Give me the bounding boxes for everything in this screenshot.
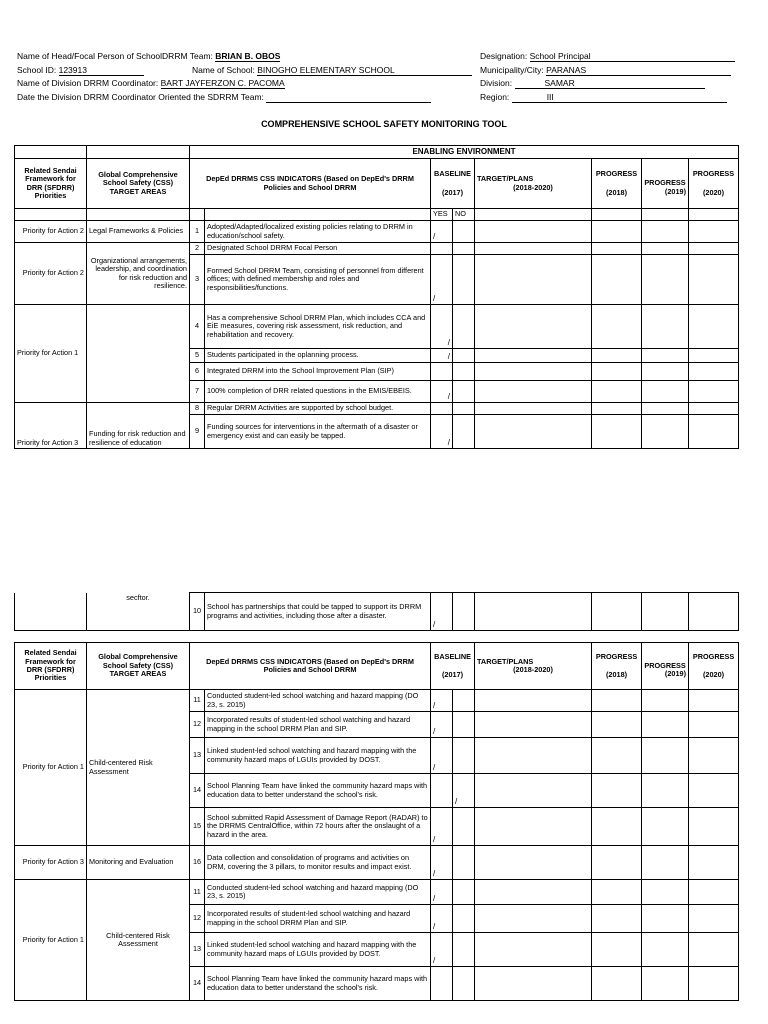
indicator-text: School has partnerships that could be tapped to support its DRRM programs and activities, including those after a disaster. bbox=[205, 593, 431, 631]
col-baseline: BASELINE (2017) bbox=[431, 159, 475, 209]
col-progress-2018: PROGRESS (2018) bbox=[592, 159, 642, 209]
col-sendai: Related Sendai Framework for DRR (SFDRR) Priorities bbox=[15, 159, 87, 209]
col-progress-2019: PROGRESS (2019) bbox=[642, 159, 689, 209]
indicator-text: Linked student-led school watching and hazard mapping with the community hazard maps of LGUIs provided by DOST. bbox=[205, 738, 431, 774]
school-id-label: School ID: bbox=[17, 65, 57, 75]
row-number: 11 bbox=[190, 880, 205, 905]
date-value bbox=[266, 92, 431, 103]
col-indicators: DepEd DRRMS CSS INDICATORS (Based on DepEd's DRRM Policies and School DRRM bbox=[190, 159, 431, 209]
yes-mark: / bbox=[431, 255, 453, 305]
division-value: SAMAR bbox=[515, 78, 705, 89]
coordinator-label: Name of Division DRRM Coordinator: bbox=[17, 78, 159, 88]
yes-mark: / bbox=[431, 593, 453, 631]
indicator-text: Has a comprehensive School DRRM Plan, which includes CCA and EiE measures, covering risk assessment, risk reduction, and rehabilitation and recovery. bbox=[205, 305, 431, 349]
priority-cell: Priority for Action 1 bbox=[15, 880, 87, 1001]
row-number: 12 bbox=[190, 905, 205, 933]
yes-mark: / bbox=[431, 905, 453, 933]
row-number: 12 bbox=[190, 712, 205, 738]
priority-cell: Priority for Action 3 bbox=[15, 403, 87, 449]
indicator-text: Designated School DRRM Focal Person bbox=[205, 243, 431, 255]
row-number: 4 bbox=[190, 305, 205, 349]
indicator-text: Formed School DRRM Team, consisting of personnel from different offices; with defined membership and roles and responsibilities/functions. bbox=[205, 255, 431, 305]
yes-mark: / bbox=[431, 712, 453, 738]
col-progress-2018: PROGRESS (2018) bbox=[592, 643, 642, 690]
page-break-gap bbox=[0, 468, 768, 592]
area-cell: Legal Frameworks & Policies bbox=[87, 221, 190, 243]
area-cell: Organizational arrangements, leadership, and coordination for risk reduction and resilience. bbox=[87, 243, 190, 305]
yes-mark: / bbox=[431, 738, 453, 774]
col-css: Global Comprehensive School Safety (CSS) TARGET AREAS bbox=[87, 159, 190, 209]
indicator-text: Students participated in the oplanning process. bbox=[205, 349, 431, 363]
indicator-text: Adopted/Adapted/localized existing policies relating to DRRM in education/school safety. bbox=[205, 221, 431, 243]
row-number: 13 bbox=[190, 738, 205, 774]
row-number: 13 bbox=[190, 933, 205, 967]
indicator-text: Incorporated results of student-led school watching and hazard mapping in the school DRRM Plan and SIP. bbox=[205, 712, 431, 738]
row-number: 5 bbox=[190, 349, 205, 363]
division-label: Division: bbox=[480, 78, 513, 88]
yes-mark: / bbox=[431, 305, 453, 349]
indicator-text: Regular DRRM Activities are supported by school budget. bbox=[205, 403, 431, 415]
col-progress-2019: PROGRESS (2019) bbox=[642, 643, 689, 690]
row-number: 8 bbox=[190, 403, 205, 415]
monitoring-table-2 bbox=[14, 642, 739, 1001]
section-title: ENABLING ENVIRONMENT bbox=[190, 146, 739, 159]
indicator-text: 100% completion of DRR related questions in the EMIS/EBEIS. bbox=[205, 381, 431, 403]
priority-cell: Priority for Action 1 bbox=[15, 305, 87, 403]
table-row bbox=[15, 243, 739, 255]
division-line bbox=[480, 78, 705, 89]
head-label: Name of Head/Focal Person of SchoolDRRM Team: bbox=[17, 51, 213, 61]
indicator-text: Incorporated results of student-led school watching and hazard mapping in the school DRRM Plan and SIP. bbox=[205, 905, 431, 933]
area-cell: Child-centered Risk Assessment bbox=[87, 690, 190, 846]
priority-cell: Priority for Action 2 bbox=[15, 243, 87, 305]
indicator-text: School Planning Team have linked the community hazard maps with education data to better understand the school's risk. bbox=[205, 774, 431, 808]
head-value: BRIAN B. OBOS bbox=[215, 51, 281, 61]
school-id-value: 123913 bbox=[59, 65, 144, 76]
indicator-text: School Planning Team have linked the community hazard maps with education data to better understand the school's risk. bbox=[205, 967, 431, 1001]
indicator-text: Funding sources for interventions in the aftermath of a disaster or emergency exist and can easily be tapped. bbox=[205, 415, 431, 449]
row-number: 16 bbox=[190, 846, 205, 880]
row-number: 1 bbox=[190, 221, 205, 243]
yes-mark: / bbox=[431, 349, 453, 363]
row-number: 2 bbox=[190, 243, 205, 255]
region-label: Region: bbox=[480, 92, 510, 102]
indicator-text: Linked student-led school watching and hazard mapping with the community hazard maps of LGUIs provided by DOST. bbox=[205, 933, 431, 967]
school-name-label: Name of School: bbox=[192, 65, 255, 75]
monitoring-table-1-continued bbox=[14, 592, 739, 631]
row-number: 11 bbox=[190, 690, 205, 712]
yes-mark: / bbox=[431, 381, 453, 403]
yes-mark: / bbox=[431, 415, 453, 449]
area-cell: Funding for risk reduction and resilience of education bbox=[87, 403, 190, 449]
school-id-line bbox=[17, 65, 144, 76]
priority-cell: Priority for Action 2 bbox=[15, 221, 87, 243]
coordinator-value: BART JAYFERZON C. PACOMA bbox=[160, 78, 285, 88]
school-name-line bbox=[192, 65, 472, 76]
yes-mark: / bbox=[431, 808, 453, 846]
date-label: Date the Division DRRM Coordinator Oriented the SDRRM Team: bbox=[17, 92, 264, 102]
table-row bbox=[15, 593, 739, 631]
yes-mark: / bbox=[431, 690, 453, 712]
row-number: 14 bbox=[190, 774, 205, 808]
table-row bbox=[15, 846, 739, 880]
municipality-line bbox=[480, 65, 731, 76]
no-mark: / bbox=[453, 774, 475, 808]
yes-mark: / bbox=[431, 880, 453, 905]
row-number: 9 bbox=[190, 415, 205, 449]
area-cell bbox=[87, 305, 190, 403]
table-row bbox=[15, 403, 739, 415]
indicator-text: School submitted Rapid Assessment of Damage Report (RADAR) to the DRRMS CentralOffice, within 72 hours after the onslaught of a hazard in the area. bbox=[205, 808, 431, 846]
indicator-text: Conducted student-led school watching and hazard mapping (DO 23, s. 2015) bbox=[205, 880, 431, 905]
indicator-text: Conducted student-led school watching and hazard mapping (DO 23, s. 2015) bbox=[205, 690, 431, 712]
region-value: III bbox=[512, 92, 727, 103]
yes-header: YES bbox=[431, 209, 453, 221]
col-target: TARGET/PLANS (2018-2020) bbox=[475, 643, 592, 690]
area-cell: Child-centered Risk Assessment bbox=[87, 880, 190, 1001]
col-indicators: DepEd DRRMS CSS INDICATORS (Based on DepEd's DRRM Policies and School DRRM bbox=[190, 643, 431, 690]
yes-mark: / bbox=[431, 846, 453, 880]
col-css: Global Comprehensive School Safety (CSS) TARGET AREAS bbox=[87, 643, 190, 690]
monitoring-table-1 bbox=[14, 145, 739, 449]
municipality-label: Municipality/City: bbox=[480, 65, 544, 75]
designation-value: School Principal bbox=[530, 51, 735, 62]
region-line bbox=[480, 92, 727, 103]
row-number: 14 bbox=[190, 967, 205, 1001]
municipality-value: PARANAS bbox=[546, 65, 731, 76]
date-line bbox=[17, 92, 431, 103]
row-number: 7 bbox=[190, 381, 205, 403]
row-number: 10 bbox=[190, 593, 205, 631]
school-name-value: BINOGHO ELEMENTARY SCHOOL bbox=[257, 65, 472, 76]
col-target: TARGET/PLANS (2018-2020) bbox=[475, 159, 592, 209]
col-baseline: BASELINE (2017) bbox=[431, 643, 475, 690]
row-number: 15 bbox=[190, 808, 205, 846]
col-progress-2020: PROGRESS (2020) bbox=[689, 159, 739, 209]
table-row bbox=[15, 305, 739, 349]
yes-mark: / bbox=[431, 221, 453, 243]
priority-cell: Priority for Action 1 bbox=[15, 690, 87, 846]
row-number: 6 bbox=[190, 363, 205, 381]
col-progress-2020: PROGRESS (2020) bbox=[689, 643, 739, 690]
no-header: NO bbox=[453, 209, 475, 221]
table-row bbox=[15, 880, 739, 905]
head-person-line bbox=[17, 51, 280, 61]
col-sendai: Related Sendai Framework for DRR (SFDRR) Priorities bbox=[15, 643, 87, 690]
indicator-text: Data collection and consolidation of programs and activities on DRM, covering the 3 pillars, to monitor results and impact exist. bbox=[205, 846, 431, 880]
table-row bbox=[15, 221, 739, 243]
designation-label: Designation: bbox=[480, 51, 528, 61]
area-cell-cont: secftor. bbox=[87, 593, 190, 631]
coordinator-line bbox=[17, 78, 285, 88]
document-title: COMPREHENSIVE SCHOOL SAFETY MONITORING TOOL bbox=[261, 119, 507, 129]
row-number: 3 bbox=[190, 255, 205, 305]
priority-cell: Priority for Action 3 bbox=[15, 846, 87, 880]
yes-mark: / bbox=[431, 933, 453, 967]
designation-line bbox=[480, 51, 735, 62]
area-cell: Monitoring and Evaluation bbox=[87, 846, 190, 880]
indicator-text: Integrated DRRM into the School Improvement Plan (SIP) bbox=[205, 363, 431, 381]
table-row bbox=[15, 690, 739, 712]
